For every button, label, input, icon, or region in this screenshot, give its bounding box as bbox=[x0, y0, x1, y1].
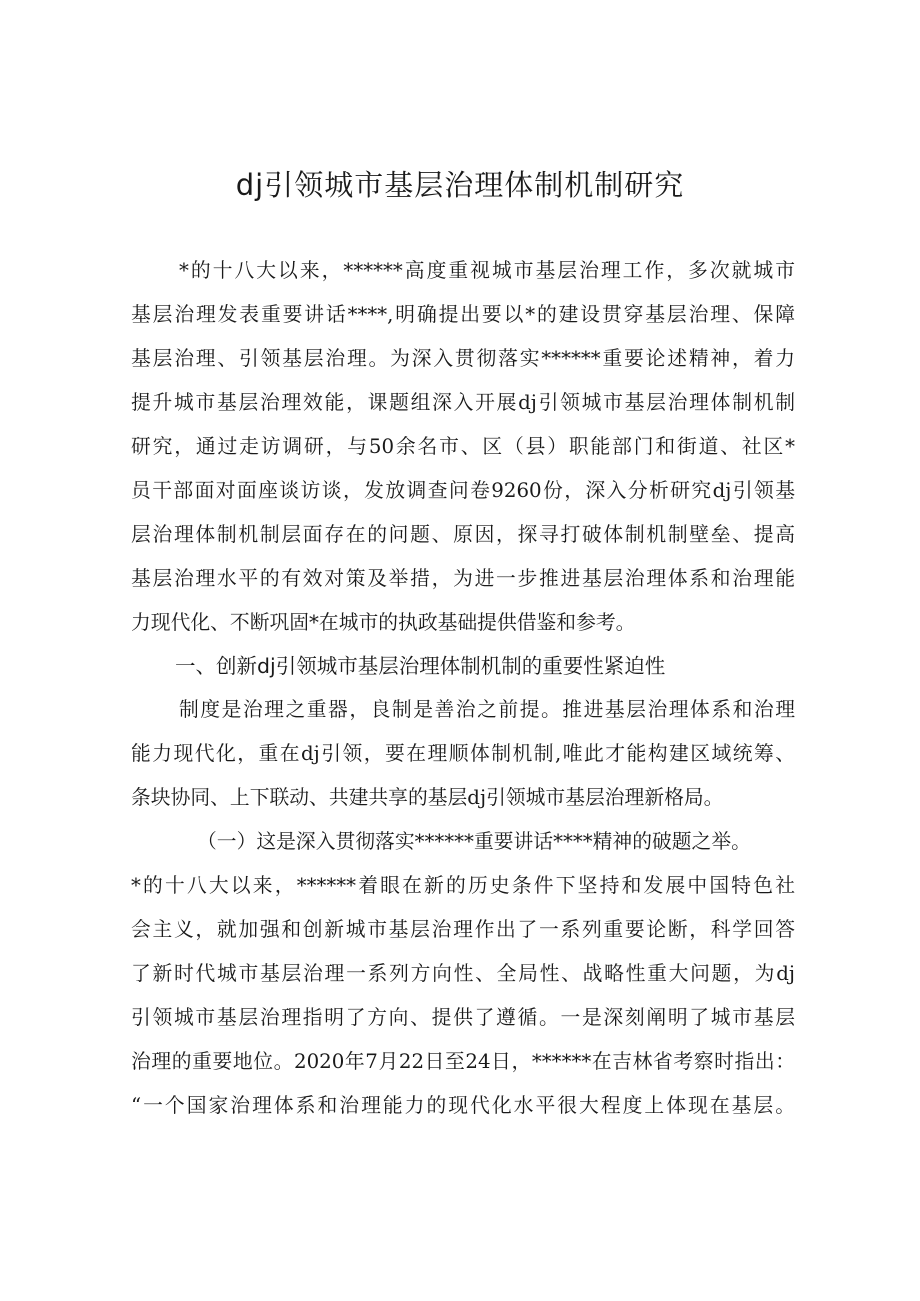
subsection-line: *的十八大以来，******着眼在新的历史条件下坚持和发展中国特色社 bbox=[131, 874, 795, 897]
subsection-line: 会主义，就加强和创新城市基层治理作出了一系列重要论断，科学回答 bbox=[131, 918, 795, 941]
subsection-heading-line: （一）这是深入贯彻落实******重要讲话****精神的破题之举。 bbox=[197, 830, 751, 853]
intro-line: 提升城市基层治理效能，课题组深入开展dj引领城市基层治理体制机制 bbox=[131, 391, 795, 414]
intro-line: *的十八大以来，******高度重视城市基层治理工作，多次就城市 bbox=[179, 259, 795, 282]
subsection-line: “一个国家治理体系和治理能力的现代化水平很大程度上体现在基层。 bbox=[131, 1094, 795, 1117]
subsection-line: 了新时代城市基层治理一系列方向性、全局性、战略性重大问题，为dj bbox=[131, 962, 795, 985]
intro-line: 力现代化、不断巩固*在城市的执政基础提供借鉴和参考。 bbox=[131, 611, 636, 634]
intro-line: 研究，通过走访调研，与50余名市、区（县）职能部门和街道、社区* bbox=[131, 435, 795, 458]
intro-line: 基层治理水平的有效对策及举措，为进一步推进基层治理体系和治理能 bbox=[131, 567, 795, 590]
section-line: 能力现代化，重在dj引领，要在理顺体制机制,唯此才能构建区域统筹、 bbox=[131, 742, 795, 765]
section-heading: 一、创新dj引领城市基层治理体制机制的重要性紧迫性 bbox=[175, 654, 666, 678]
subsection-line: 引领城市基层治理指明了方向、提供了遵循。一是深刻阐明了城市基层 bbox=[131, 1006, 795, 1029]
document-title: dj引领城市基层治理体制机制研究 bbox=[235, 168, 685, 202]
intro-line: 层治理体制机制层面存在的问题、原因，探寻打破体制机制壁垒、提高 bbox=[131, 523, 795, 546]
section-line: 条块协同、上下联动、共建共享的基层dj引领城市基层治理新格局。 bbox=[131, 786, 724, 809]
section-line: 制度是治理之重器，良制是善治之前提。推进基层治理体系和治理 bbox=[179, 698, 795, 721]
subsection-line: 治理的重要地位。2020年7月22日至24日，******在吉林省考察时指出： bbox=[131, 1050, 795, 1073]
intro-line: 基层治理发表重要讲话****,明确提出要以*的建设贯穿基层治理、保障 bbox=[131, 303, 795, 326]
intro-line: 员干部面对面座谈访谈，发放调查问卷9260份，深入分析研究dj引领基 bbox=[131, 479, 795, 502]
intro-line: 基层治理、引领基层治理。为深入贯彻落实******重要论述精神，着力 bbox=[131, 347, 795, 370]
